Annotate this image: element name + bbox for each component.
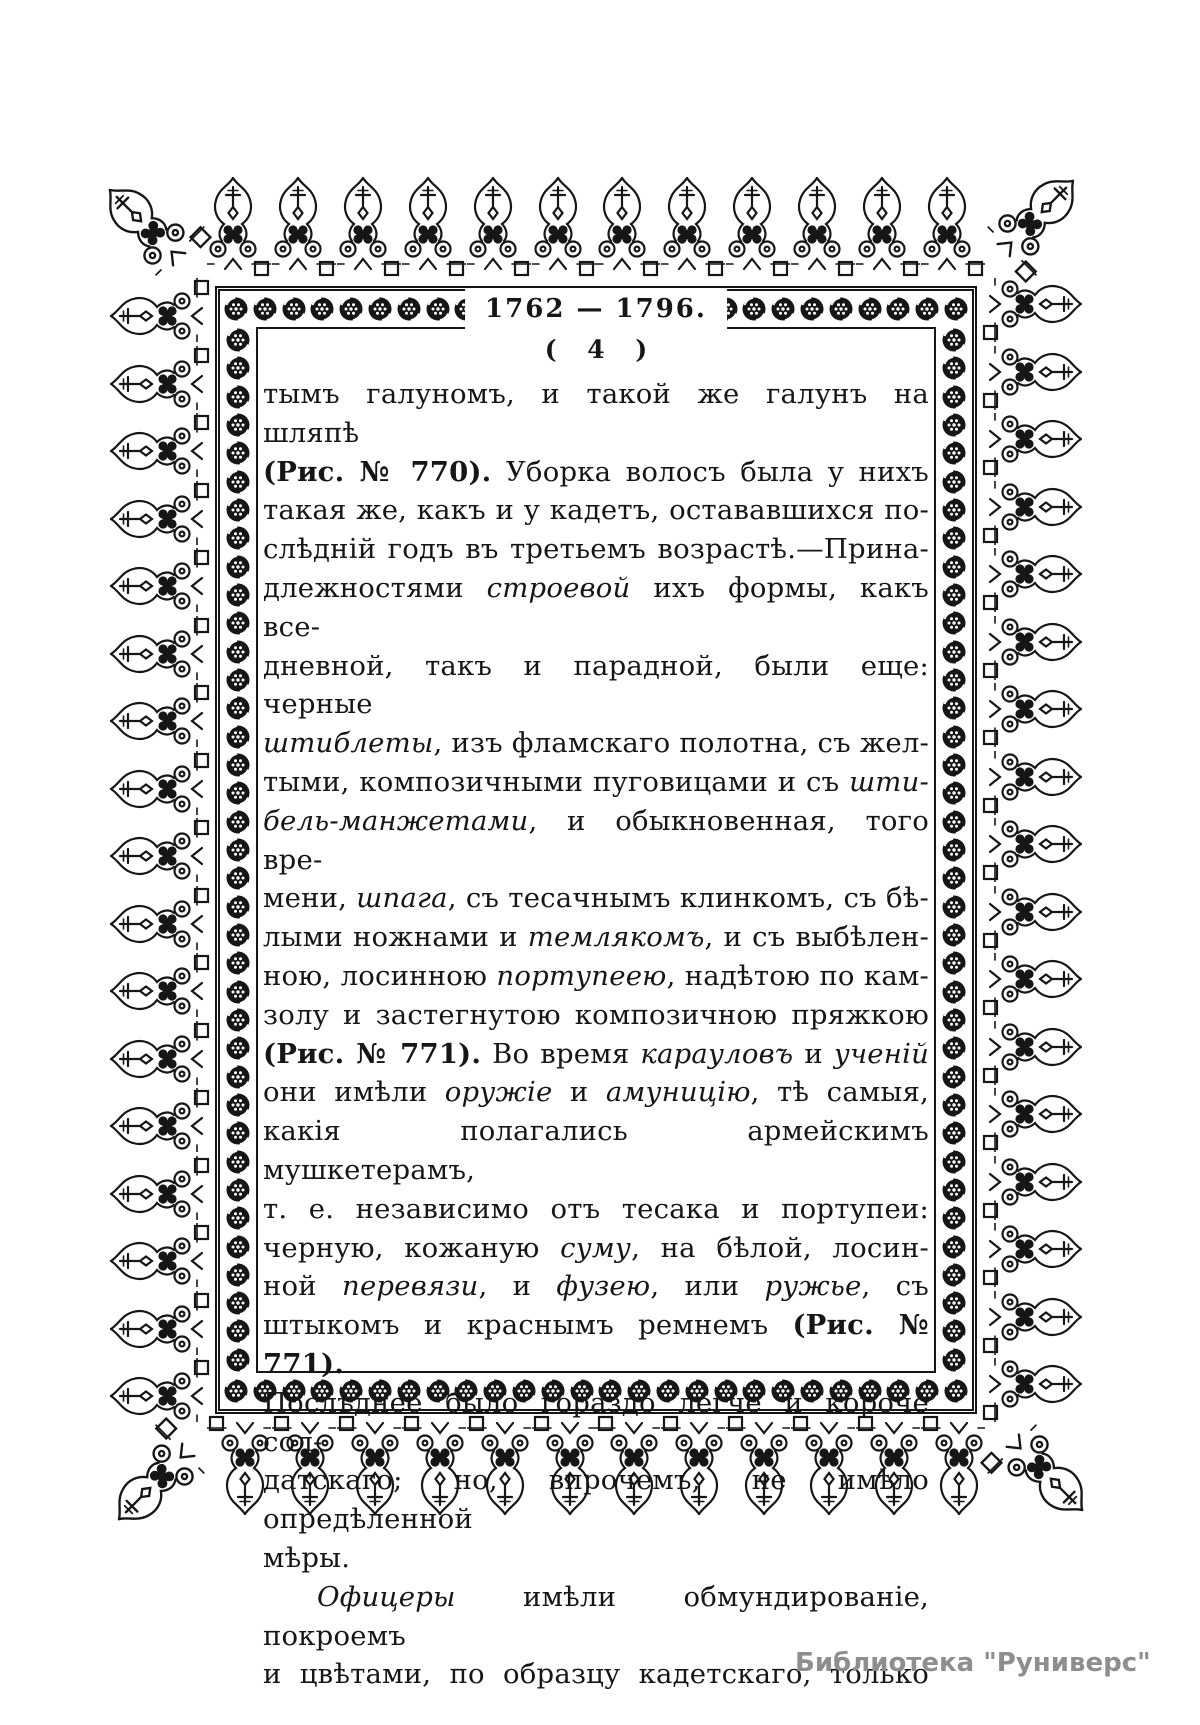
lace-motif — [272, 174, 336, 278]
rosette-icon — [225, 1234, 251, 1260]
lace-motif — [337, 174, 401, 278]
rosette-icon — [225, 1177, 251, 1203]
rosette-icon — [914, 296, 940, 322]
text-line — [263, 879, 929, 918]
rosette-icon — [941, 1290, 967, 1316]
rosette-icon — [941, 979, 967, 1005]
text-segment: перевязи — [342, 1270, 479, 1303]
text-segment: темлякомъ — [527, 921, 705, 954]
rosette-icon — [941, 950, 967, 976]
lace-motif — [103, 1358, 215, 1422]
lace-motif — [103, 278, 215, 342]
text-segment: , и — [478, 1270, 557, 1303]
text-line — [263, 1267, 929, 1306]
rosette-band-right — [936, 327, 972, 1373]
body-text — [260, 375, 932, 1694]
corner-ornament-top-right — [987, 168, 1095, 276]
text-line — [263, 996, 929, 1035]
rosette-icon — [885, 296, 911, 322]
text-line — [263, 1578, 929, 1656]
rosette-icon — [941, 1318, 967, 1344]
lace-motif — [977, 1021, 1089, 1085]
text-segment: бель-манжетами — [263, 804, 529, 837]
text-segment: оружіе — [444, 1076, 553, 1109]
rosette-icon — [225, 525, 251, 551]
text-segment: золу и застегнутою композичною пряжкою — [263, 998, 929, 1031]
rosette-icon — [225, 355, 251, 381]
text-segment: (Рис. № 770). — [263, 455, 492, 488]
page-number: ( 4 ) — [544, 335, 648, 364]
rosette-icon — [943, 296, 969, 322]
text-segment: Офицеры — [317, 1580, 456, 1613]
rosette-icon — [225, 327, 251, 353]
corner-ornament-bottom-left — [97, 1424, 205, 1532]
lace-motif — [103, 683, 215, 747]
text-line — [263, 1035, 929, 1074]
rosette-icon — [225, 922, 251, 948]
rosette-icon — [425, 296, 451, 322]
text-line — [263, 802, 929, 880]
text-line — [263, 1384, 929, 1462]
text-segment: и — [793, 1037, 834, 1070]
lace-motif — [977, 278, 1089, 342]
text-segment: ученій — [833, 1037, 929, 1070]
rosette-icon — [309, 296, 335, 322]
lace-motif — [103, 953, 215, 1017]
lace-motif — [977, 953, 1089, 1017]
rosette-icon — [941, 752, 967, 778]
lace-motif — [726, 174, 790, 278]
rosette-icon — [941, 1262, 967, 1288]
rosette-icon — [941, 1234, 967, 1260]
text-segment: длежностями — [263, 571, 487, 604]
rosette-icon — [225, 440, 251, 466]
rosette-icon — [941, 639, 967, 665]
text-segment: , съ — [861, 1270, 929, 1303]
lace-motif — [103, 751, 215, 815]
rosette-icon — [941, 837, 967, 863]
lace-motif — [856, 174, 920, 278]
rosette-icon — [225, 384, 251, 410]
text-segment: и — [552, 1076, 606, 1109]
text-segment: тыми, композичными пуговицами и съ — [263, 765, 850, 798]
text-segment: т. е. независимо отъ тесака и портупеи: — [263, 1192, 929, 1225]
text-segment: , изъ фламскаго полотна, съ жел- — [433, 727, 929, 760]
rosette-icon — [225, 582, 251, 608]
rosette-icon — [941, 497, 967, 523]
text-segment: Во время — [481, 1037, 641, 1070]
text-segment: лыми ножнами и — [263, 921, 528, 954]
lace-motif — [103, 1088, 215, 1152]
rosette-icon — [225, 1120, 251, 1146]
text-line — [263, 1073, 929, 1112]
rosette-icon — [741, 296, 767, 322]
text-segment: ихъ формы, какъ все- — [263, 571, 930, 643]
rosette-icon — [225, 412, 251, 438]
rosette-band-left — [220, 327, 256, 1373]
rosette-icon — [225, 950, 251, 976]
lace-motif — [467, 174, 531, 278]
text-segment: штиблеты — [263, 727, 434, 760]
lace-border-left — [103, 278, 215, 1422]
lace-motif — [103, 413, 215, 477]
text-segment: (Рис. № 771). — [263, 1037, 482, 1070]
rosette-icon — [225, 497, 251, 523]
text-segment: они имѣли — [263, 1076, 445, 1109]
text-segment: , и обыкновенная, того вре- — [263, 804, 929, 876]
rosette-icon — [225, 1064, 251, 1090]
lace-motif — [207, 174, 271, 278]
text-line — [263, 530, 929, 569]
text-area — [256, 327, 936, 1691]
lace-motif — [977, 413, 1089, 477]
rosette-icon — [225, 639, 251, 665]
rosette-icon — [770, 296, 796, 322]
rosette-icon — [225, 894, 251, 920]
text-line — [263, 918, 929, 957]
text-line — [263, 1229, 929, 1268]
rosette-icon — [941, 1347, 967, 1373]
text-line — [263, 647, 929, 725]
lace-motif — [977, 1358, 1089, 1422]
rosette-icon — [941, 667, 967, 693]
rosette-icon — [225, 724, 251, 750]
rosette-icon — [941, 1007, 967, 1033]
text-line — [263, 375, 929, 453]
text-line — [263, 1461, 929, 1539]
text-segment: ной — [263, 1270, 343, 1303]
corner-ornament-top-left — [97, 168, 205, 276]
lace-motif — [977, 818, 1089, 882]
text-segment: и цвѣтами, по образцу кадетскаго, только — [263, 1658, 929, 1691]
rosette-icon — [941, 469, 967, 495]
rosette-icon — [941, 440, 967, 466]
rosette-icon — [281, 296, 307, 322]
text-segment: штыкомъ и краснымъ ремнемъ — [263, 1309, 793, 1342]
text-segment: какія полагались армейскимъ мушкетерамъ, — [263, 1115, 929, 1186]
rosette-icon — [225, 610, 251, 636]
text-segment: тымъ галуномъ, и такой же галунъ на шляпѣ — [263, 378, 929, 449]
text-segment: черную, кожаную — [263, 1231, 561, 1264]
text-segment: портупеею — [496, 959, 667, 992]
rosette-icon — [941, 1120, 967, 1146]
rosette-icon — [941, 1035, 967, 1061]
rosette-icon — [225, 809, 251, 835]
text-segment: мени, — [263, 882, 357, 915]
rosette-icon — [225, 1092, 251, 1118]
text-segment: мѣры. — [263, 1541, 351, 1574]
text-segment: дневной, такъ и парадной, были еще: черные — [263, 649, 929, 721]
rosette-icon — [941, 780, 967, 806]
rosette-icon — [941, 865, 967, 891]
rosette-icon — [225, 837, 251, 863]
text-line — [263, 957, 929, 996]
text-line — [263, 453, 929, 492]
lace-motif — [103, 1223, 215, 1287]
rosette-icon — [941, 809, 967, 835]
text-segment: Уборка волосъ была у нихъ — [491, 455, 929, 488]
lace-motif — [103, 616, 215, 680]
watermark: Библиотека "Руниверс" — [795, 1648, 1151, 1678]
rosette-icon — [225, 1035, 251, 1061]
rosette-icon — [367, 296, 393, 322]
rosette-icon — [941, 554, 967, 580]
lace-motif — [103, 548, 215, 612]
lace-motif — [977, 346, 1089, 410]
rosette-icon — [225, 1205, 251, 1231]
text-line — [263, 569, 929, 647]
rosette-icon — [941, 355, 967, 381]
rosette-icon — [941, 412, 967, 438]
text-segment: шпага — [356, 882, 448, 915]
text-line — [263, 763, 929, 802]
text-segment: имѣли обмундированіе, покроемъ — [263, 1580, 929, 1652]
rosette-icon — [941, 384, 967, 410]
rosette-icon — [225, 1318, 251, 1344]
rosette-icon — [941, 1205, 967, 1231]
lace-motif — [103, 1156, 215, 1220]
lace-motif — [977, 1223, 1089, 1287]
lace-motif — [402, 174, 466, 278]
lace-motif — [103, 481, 215, 545]
rosette-icon — [225, 1290, 251, 1316]
rosette-icon — [338, 296, 364, 322]
text-segment: ною, лосинною — [263, 959, 497, 992]
lace-motif — [921, 174, 985, 278]
lace-motif — [103, 818, 215, 882]
rosette-icon — [943, 1378, 969, 1404]
text-segment: , тѣ самыя, — [750, 1076, 929, 1109]
rosette-icon — [225, 554, 251, 580]
text-segment: , надѣтою по кам- — [666, 959, 930, 992]
rosette-icon — [799, 296, 825, 322]
rosette-icon — [941, 695, 967, 721]
rosette-icon — [941, 1092, 967, 1118]
rosette-icon — [941, 1064, 967, 1090]
rosette-icon — [223, 1378, 249, 1404]
lace-motif — [103, 1021, 215, 1085]
rosette-icon — [225, 865, 251, 891]
lace-border-right — [977, 278, 1089, 1422]
text-segment: датскаго; но, впрочемъ, не имѣло опредѣленной — [263, 1464, 929, 1536]
rosette-icon — [225, 695, 251, 721]
rosette-icon — [225, 1149, 251, 1175]
text-segment: Послѣднее было гораздо легче и короче сол- — [263, 1386, 929, 1458]
lace-motif — [977, 548, 1089, 612]
lace-motif — [977, 683, 1089, 747]
rosette-icon — [225, 1347, 251, 1373]
rosette-icon — [225, 979, 251, 1005]
lace-motif — [103, 1291, 215, 1355]
rosette-icon — [941, 582, 967, 608]
lace-motif — [532, 174, 596, 278]
rosette-icon — [941, 922, 967, 948]
text-segment: шти- — [849, 765, 929, 798]
text-segment: такая же, какъ и у кадетъ, остававшихся по- — [263, 494, 929, 527]
rosette-icon — [941, 327, 967, 353]
rosette-icon — [941, 1149, 967, 1175]
text-segment: фузею — [556, 1270, 651, 1303]
rosette-icon — [252, 296, 278, 322]
lace-motif — [977, 1088, 1089, 1152]
text-line — [263, 1190, 929, 1229]
rosette-icon — [225, 780, 251, 806]
lace-motif — [103, 346, 215, 410]
rosette-icon — [225, 469, 251, 495]
rosette-icon — [223, 296, 249, 322]
text-line — [263, 1112, 929, 1190]
lace-motif — [596, 174, 660, 278]
lace-motif — [977, 1291, 1089, 1355]
lace-motif — [977, 751, 1089, 815]
rosette-icon — [396, 296, 422, 322]
text-line — [263, 1539, 929, 1578]
lace-motif — [977, 616, 1089, 680]
text-segment: , на бѣлой, лосин- — [631, 1231, 929, 1264]
text-segment: строевой — [486, 571, 631, 604]
lace-motif — [977, 1156, 1089, 1220]
rosette-icon — [225, 667, 251, 693]
text-line — [263, 724, 929, 763]
text-segment: суму — [560, 1231, 632, 1264]
rosette-icon — [941, 1177, 967, 1203]
text-segment: ружье — [764, 1270, 862, 1303]
rosette-icon — [941, 525, 967, 551]
rosette-icon — [941, 724, 967, 750]
text-segment: карауловъ — [640, 1037, 794, 1070]
lace-motif — [103, 886, 215, 950]
lace-motif — [977, 886, 1089, 950]
rosette-icon — [225, 1262, 251, 1288]
corner-ornament-bottom-right — [987, 1424, 1095, 1532]
text-line — [263, 1306, 929, 1384]
text-segment: , съ тесачнымъ клинкомъ, съ бѣ- — [447, 882, 929, 915]
rosette-icon — [941, 894, 967, 920]
text-segment: слѣдній годъ въ третьемъ возрастѣ.—Прина- — [263, 533, 929, 566]
text-segment: амуницію — [605, 1076, 751, 1109]
text-segment: , или — [650, 1270, 765, 1303]
rosette-icon — [225, 1007, 251, 1033]
rosette-icon — [225, 752, 251, 778]
lace-motif — [661, 174, 725, 278]
rosette-icon — [828, 296, 854, 322]
lace-motif — [791, 174, 855, 278]
rosette-icon — [857, 296, 883, 322]
lace-border-top — [207, 174, 985, 286]
lace-motif — [977, 481, 1089, 545]
text-line — [263, 491, 929, 530]
header-years: 1762 — 1796. — [465, 289, 727, 329]
text-segment: (Рис. № 771). — [263, 1309, 929, 1380]
text-segment: , и съ выбѣлен- — [704, 921, 929, 954]
rosette-icon — [941, 610, 967, 636]
